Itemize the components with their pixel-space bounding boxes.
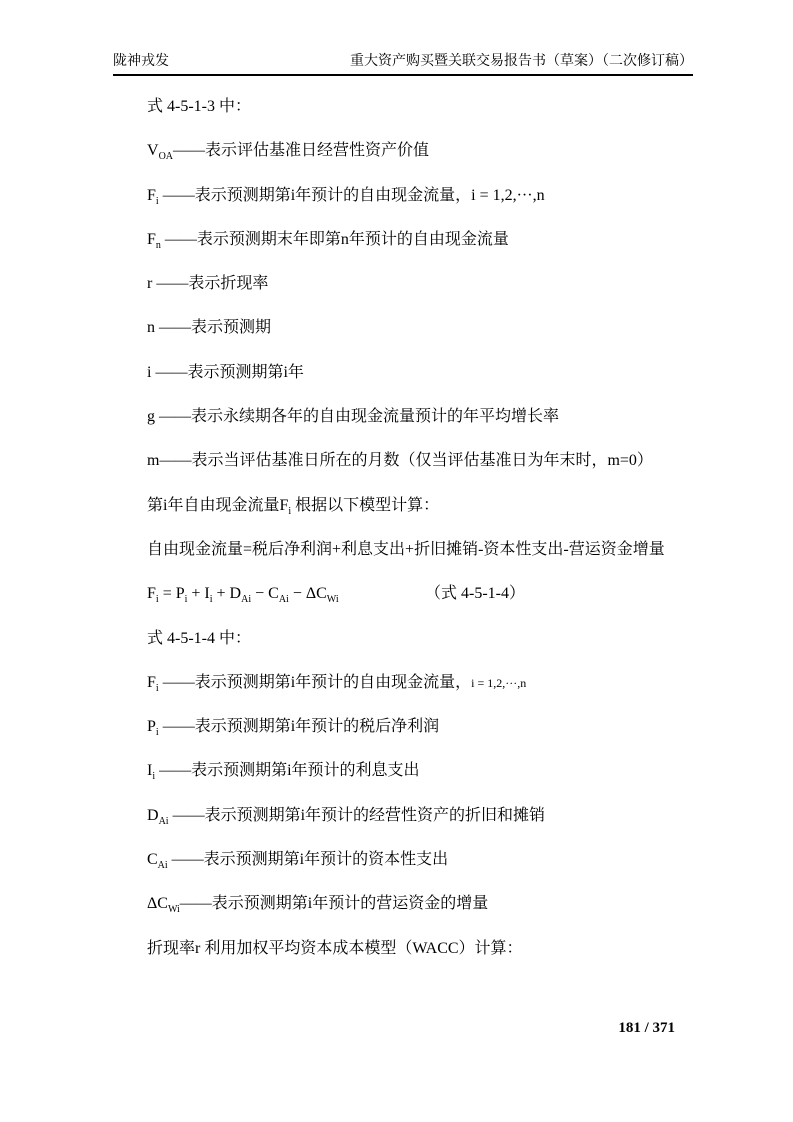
text-segment: F (147, 585, 156, 603)
text-line (147, 351, 707, 395)
text-segment: D (147, 806, 159, 824)
text-line (147, 927, 707, 971)
header-rule (113, 74, 693, 76)
body-content (147, 85, 707, 971)
text-line (147, 129, 707, 173)
text-line (147, 395, 707, 439)
text-segment: F (147, 186, 156, 204)
text-line (147, 617, 707, 661)
text-segment: Ai (241, 594, 252, 606)
text-segment: 自由现金流量=税后净利润+利息支出+折旧摊销-资本性支出-营运资金增量 (147, 540, 665, 558)
text-segment: n (155, 240, 161, 252)
text-line (147, 838, 707, 882)
header-report-title: 重大资产购买暨关联交易报告书（草案）（二次修订稿） (350, 54, 693, 69)
text-line (147, 794, 707, 838)
text-segment: + I (187, 585, 210, 603)
text-segment: r ——表示折现率 (147, 275, 269, 293)
text-segment: ——表示预测期第i年预计的利息支出 (155, 762, 420, 780)
text-segment: i (152, 771, 156, 783)
text-segment: − C (251, 585, 279, 603)
text-segment: + D (212, 585, 242, 603)
text-segment: F (147, 230, 156, 248)
text-segment: n ——表示预测期 (147, 319, 272, 337)
text-line (147, 661, 707, 705)
text-line (147, 528, 707, 572)
text-segment: m——表示当评估基准日所在的月数（仅当评估基准日为年末时，m=0） (147, 452, 653, 470)
header-company-name: 陇神戎发 (113, 54, 169, 69)
text-segment: ΔC (147, 895, 168, 913)
text-segment: 第i年自由现金流量F (147, 496, 289, 514)
text-segment: g ——表示永续期各年的自由现金流量预计的年平均增长率 (147, 408, 560, 426)
text-segment: i = 1,2,···,n (471, 675, 527, 690)
text-line (147, 262, 707, 306)
text-segment: 式 4-5-1-3 中： (147, 98, 251, 115)
text-segment: i (155, 195, 159, 207)
text-segment: i (288, 505, 292, 517)
text-segment: i (155, 594, 159, 606)
text-segment: − ΔC (288, 585, 327, 603)
text-segment: ——表示预测期第i年预计的资本性支出 (167, 851, 449, 869)
text-line (147, 85, 707, 129)
text-segment: Wi (326, 594, 339, 606)
text-line (147, 484, 707, 528)
text-line (147, 174, 707, 218)
text-segment: C (147, 851, 158, 869)
text-segment: 式 4-5-1-4 中： (147, 629, 251, 647)
text-segment: 根据以下模型计算： (291, 496, 440, 514)
text-segment: ——表示预测期第i年预计的自由现金流量， (158, 673, 472, 691)
page-number: 181 / 371 (618, 1020, 675, 1036)
page-header (113, 52, 693, 72)
text-line (147, 882, 707, 926)
text-segment: i (184, 594, 188, 606)
text-segment: F (147, 673, 156, 691)
text-segment: i (155, 727, 159, 739)
text-segment: Ai (158, 815, 169, 827)
text-segment: OA (158, 151, 174, 163)
text-segment: ——表示预测期第i年预计的营运资金的增量 (179, 895, 489, 913)
text-line (147, 572, 707, 616)
text-segment: P (147, 718, 156, 736)
text-segment: i ——表示预测期第i年 (147, 363, 304, 381)
text-segment: i (209, 594, 213, 606)
text-line (147, 749, 707, 793)
text-segment: （式 4-5-1-4） (425, 585, 525, 603)
text-segment: Ai (157, 860, 168, 872)
text-segment: I (147, 762, 153, 780)
text-line (147, 705, 707, 749)
text-line (147, 218, 707, 262)
text-line (147, 306, 707, 350)
text-segment: V (147, 142, 159, 160)
text-segment: ——表示预测期第i年预计的经营性资产的折旧和摊销 (168, 806, 546, 824)
text-segment: = P (158, 585, 185, 603)
text-segment: i (155, 683, 159, 695)
text-segment: ——表示预测期第i年预计的自由现金流量，i = 1,2,···,n (158, 186, 545, 204)
text-line (147, 439, 707, 483)
text-segment: Ai (278, 594, 289, 606)
text-segment: ——表示评估基准日经营性资产价值 (173, 142, 430, 160)
text-segment: 折现率r 利用加权平均资本成本模型（WACC）计算： (147, 939, 523, 957)
text-segment: ——表示预测期第i年预计的税后净利润 (158, 718, 440, 736)
text-segment: Wi (167, 904, 180, 916)
text-segment: ——表示预测期末年即第n年预计的自由现金流量 (160, 230, 509, 248)
